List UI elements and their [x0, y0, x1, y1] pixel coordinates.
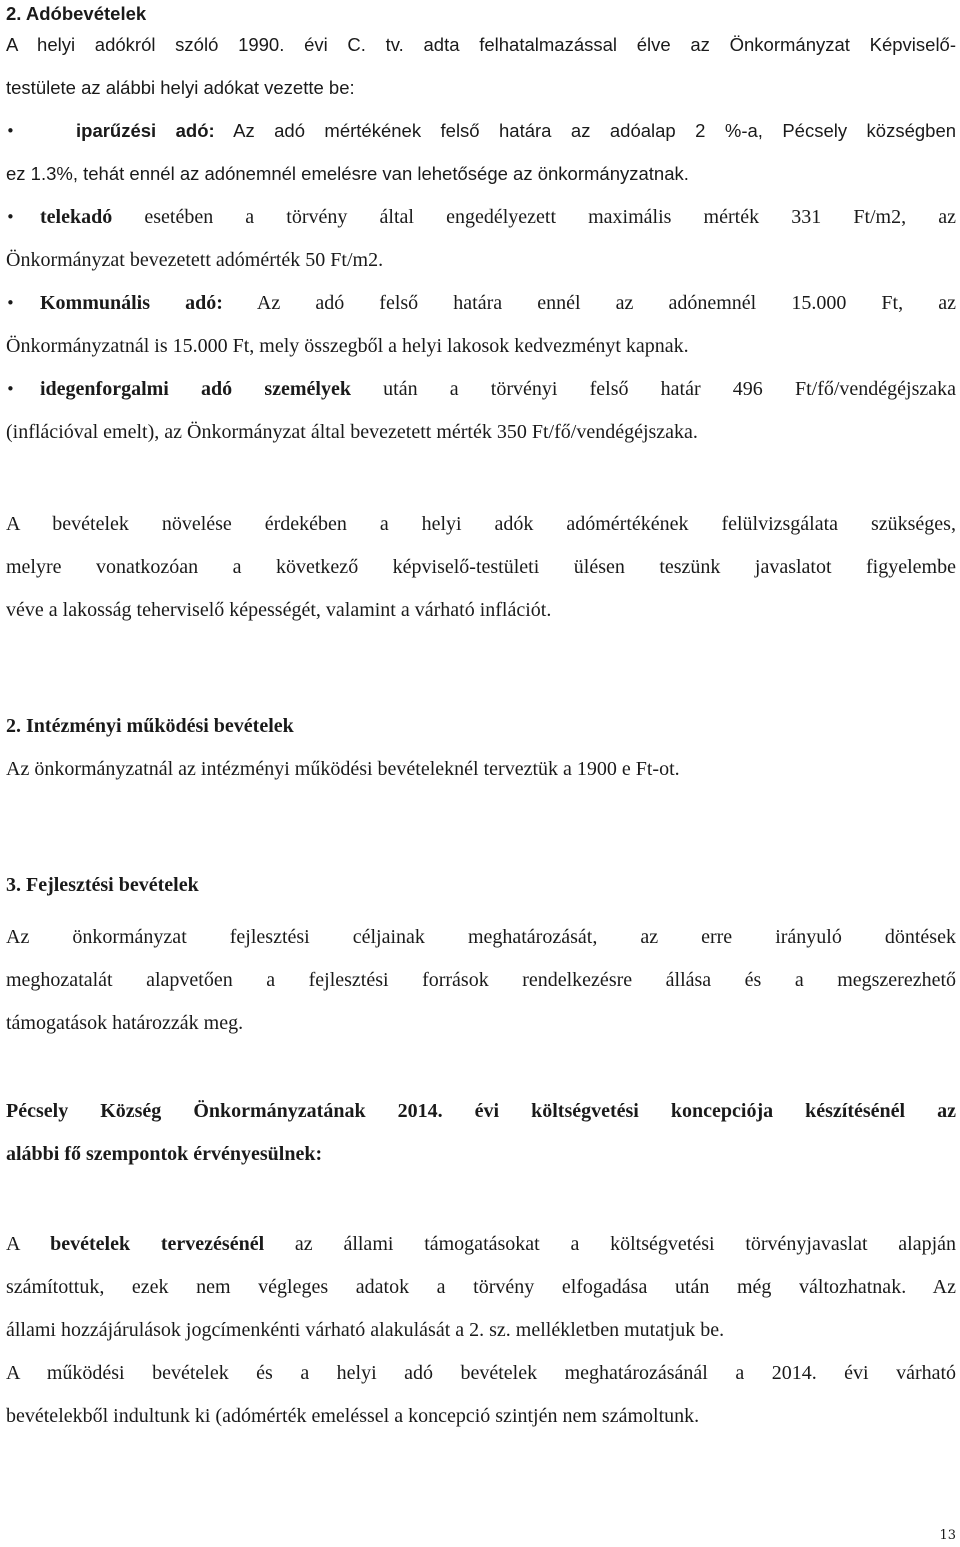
iparuzesi-label: iparűzési adó: [76, 120, 215, 141]
intezmenyi-line-1: Az önkormányzatnál az intézményi működési bevételeknél terveztük a 1900 e Ft-ot. [6, 758, 680, 780]
kommunalis-line-1 [40, 290, 956, 316]
fejlesztesi-line-1: Az önkormányzat fejlesztési céljainak meghatározását, az erre irányuló döntések [6, 926, 956, 948]
section-heading-fejlesztesi: 3. Fejlesztési bevételek [6, 874, 199, 896]
telekado-text-1: esetében a törvény által engedélyezett maximális mérték 331 Ft/m2, az [144, 206, 956, 228]
page-number: 13 [939, 1528, 956, 1543]
concept-heading-line-2: alábbi fő szempontok érvényesülnek: [6, 1143, 323, 1165]
concept-heading-line-1: Pécsely Község Önkormányzatának 2014. évi költségvetési koncepciója készítésénél az [6, 1100, 957, 1122]
section-heading-adobevetelek: 2. Adóbevételek [6, 3, 147, 24]
kommunalis-text-1: Az adó felső határa ennél az adónemnél 15.000 Ft, az [256, 292, 956, 314]
telekado-line-1 [40, 204, 956, 230]
intro-line-2: testülete az alábbi helyi adókat vezette be: [6, 77, 355, 98]
bevetelek-p1-line-1 [6, 1231, 956, 1257]
adobevetelek-paragraph-line-2: melyre vonatkozóan a következő képviselő-testületi ülésen teszünk javaslatot figyelembe [6, 556, 956, 578]
fejlesztesi-line-2: meghozatalát alapvetően a fejlesztési források rendelkezésre állása és a megszerezhető [6, 969, 957, 991]
idegenforgalmi-line-2: (inflációval emelt), az Önkormányzat által bevezetett mérték 350 Ft/fő/vendégéjszaka. [6, 421, 698, 443]
iparuzesi-text-1: Az adó mértékének felső határa az adóalap 2 %-a, Pécsely községben [233, 120, 957, 141]
bullet-icon: • [6, 380, 15, 398]
adobevetelek-paragraph-line-1: A bevételek növelése érdekében a helyi adók adómértékének felülvizsgálata szükséges, [6, 513, 956, 535]
bevetelek-p1-prefix: A [6, 1233, 20, 1255]
bevetelek-p1-line-3: állami hozzájárulások jogcímenkénti várható alakulását a 2. sz. mellékletben mutatjuk be. [6, 1319, 725, 1341]
idegenforgalmi-label: idegenforgalmi adó személyek [40, 378, 351, 400]
idegenforgalmi-line-1 [40, 376, 956, 402]
iparuzesi-line-1 [76, 118, 956, 144]
bullet-icon: • [6, 294, 15, 312]
intro-text-1: A helyi adókról szóló 1990. évi C. tv. adta felhatalmazással élve az Önkormányzat Képviselő- [6, 34, 957, 55]
kommunalis-line-2: Önkormányzatnál is 15.000 Ft, mely összegből a helyi lakosok kedvezményt kapnak. [6, 335, 689, 357]
section-heading-intezmenyi: 2. Intézményi működési bevételek [6, 715, 294, 737]
kommunalis-label: Kommunális adó: [40, 292, 223, 314]
telekado-label: telekadó [40, 206, 113, 228]
bullet-icon: • [6, 208, 15, 226]
bevetelek-p1-bold: bevételek tervezésénél [50, 1233, 265, 1255]
bullet-icon: • [6, 122, 15, 140]
idegenforgalmi-text-1: után a törvényi felső határ 496 Ft/fő/vendégéjszaka [383, 378, 957, 400]
bevetelek-p1-line-2: számítottuk, ezek nem végleges adatok a törvény elfogadása után még változhatnak. Az [6, 1276, 957, 1298]
bevetelek-p2-line-2: bevételekből indultunk ki (adómérték emeléssel a koncepció szintjén nem számoltunk. [6, 1405, 700, 1427]
adobevetelek-paragraph-line-3: véve a lakosság teherviselő képességét, valamint a várható inflációt. [6, 599, 552, 621]
iparuzesi-line-2: ez 1.3%, tehát ennél az adónemnél emelésre van lehetősége az önkormányzatnak. [6, 163, 689, 184]
intro-line-1 [6, 32, 956, 58]
bevetelek-p1-text-1: az állami támogatásokat a költségvetési törvényjavaslat alapján [294, 1233, 957, 1255]
bevetelek-p2-line-1: A működési bevételek és a helyi adó bevételek meghatározásánál a 2014. évi várható [6, 1362, 957, 1384]
fejlesztesi-line-3: támogatások határozzák meg. [6, 1012, 244, 1034]
telekado-line-2: Önkormányzat bevezetett adómérték 50 Ft/m2. [6, 249, 384, 271]
